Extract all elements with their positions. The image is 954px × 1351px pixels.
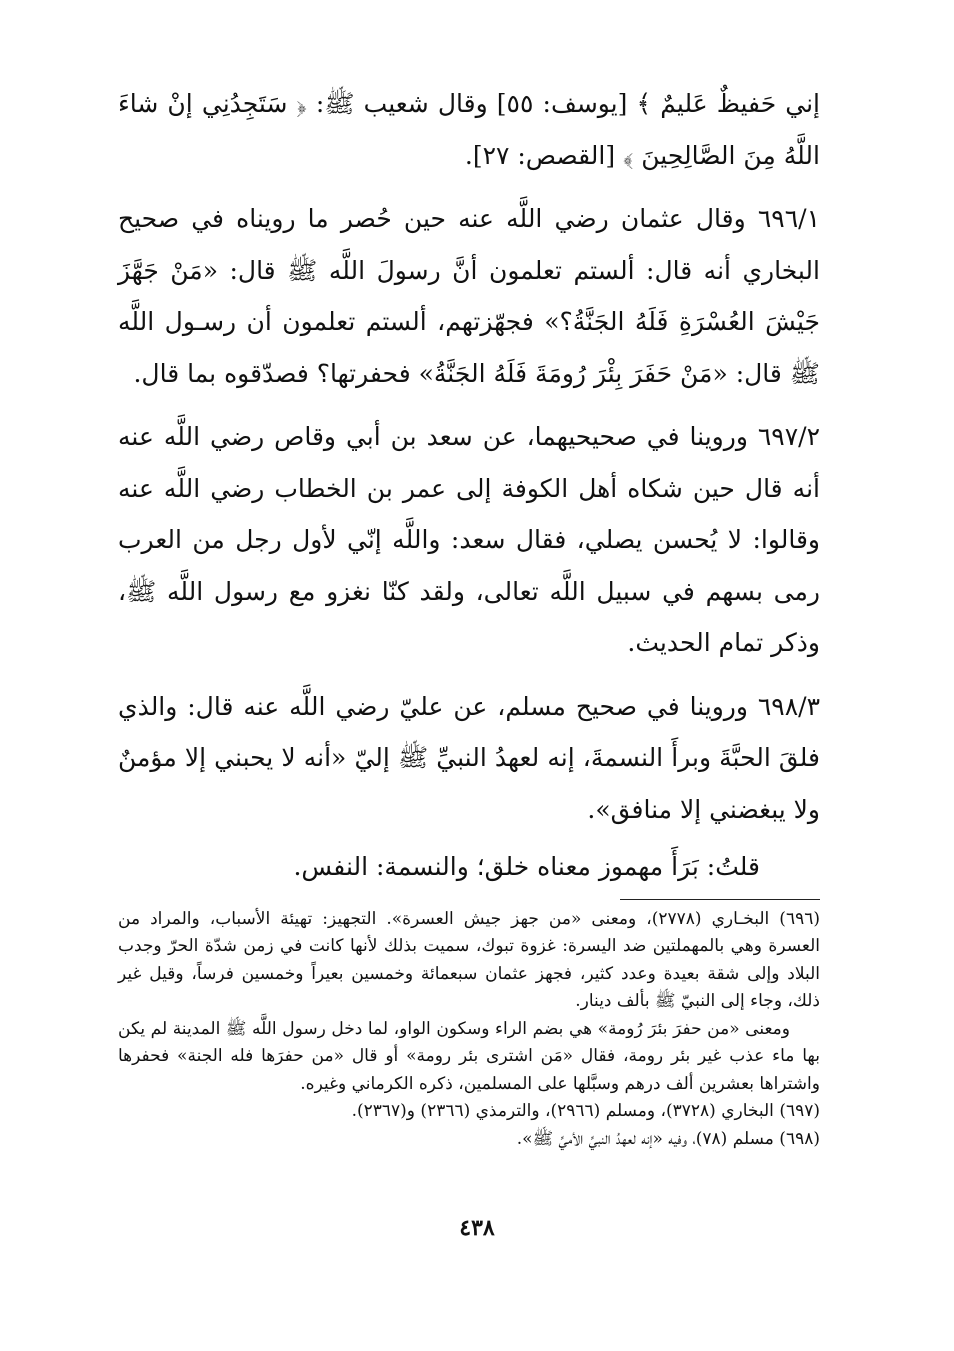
footnote-divider (620, 899, 820, 900)
footnote-696-continued: ومعنى «من حفرَ بئرَ رُومة» هي بضم الراء وسكون الواو، لما دخل رسول اللَّه ﷺ المدينة لم يكن بها ماء عذب غير بئر رومة، فقال «مَن اشترى بئر رومة» أو قال «من حفرَها فله الجنة» فحفرها واشتراها بعشرين ألف درهم وسبَّلها على المسلمين، ذكره الكرماني وغيره. (118, 1018, 820, 1094)
footnote-697: (٦٩٧) البخاري (٣٧٢٨)، ومسلم (٢٩٦٦)، والترمذي (٢٣٦٦) و(٢٣٦٧). (351, 1101, 820, 1121)
author-comment: قلتُ: بَرَأَ مهموز معناه خلق؛ والنسمة: النفس. (293, 852, 760, 881)
paragraph-hadith-698: ٦٩٨/٣ وروينا في صحيح مسلم، عن عليّ رضي اللَّه عنه قال: والذي فلقَ الحبَّةَ وبرأَ النسمةَ، إنه لعهدُ النبيِّ ﷺ إليّ «أنه لا يحبني إلا مؤمنٌ ولا يبغضني إلا منافق». (118, 691, 820, 824)
paragraph-hadith-696: ٦٩٦/١ وقال عثمان رضي اللَّه عنه حين حُصر ما رويناه في صحيح البخاري أنه قال: ألستم تعلمون أنَّ رسولَ اللَّه ﷺ قال: «مَنْ جَهَّزَ جَيْشَ العُسْرَةِ فَلَهُ الجَنَّةُ؟» فجهّزتهم، ألستم تعلمون أن رسـول اللَّه ﷺ قال: «مَنْ حَفَرَ بِئْرَ رُومَةَ فَلَهُ الجَنَّةُ» فحفرتها؟ فصدّقوه بما قال. (118, 204, 820, 388)
footnotes (118, 906, 820, 1154)
paragraph-quran-citation: إني حَفيظٌ عَليمٌ ﴾ [يوسف: ٥٥] وقال شعيب ﷺ: ﴿ سَتَجِدُنِي إنْ شاءَ اللَّهُ مِنَ الصَّالِحِينَ ﴾ [القصص: ٢٧]. (118, 89, 821, 170)
footnote-696: (٦٩٦) البخـاري (٢٧٧٨)، ومعنى «من جهز جيش العسرة». التجهيز: تهيئة الأسباب، والمراد من العسرة وهي بالمهملتين ضد اليسرة: غزوة تبوك، سميت بذلك لأنها كانت في زمن شدّة الحرّ وجدب البلاد وإلى شقة بعيدة وعدد كثير، فجهز عثمان سبعمائة وخمسين بعيراً وخمسين فرساً، وقيل غير ذلك، وجاء إلى النبيّ ﷺ بألف دينار. (118, 908, 820, 1011)
page-text (118, 78, 820, 1153)
page-number: ٤٣٨ (459, 1215, 495, 1241)
paragraph-hadith-697: ٦٩٧/٢ وروينا في صحيحيهما، عن سعد بن أبي وقاص رضي اللَّه عنه أنه قال حين شكاه أهل الكوفة إلى عمر بن الخطاب رضي اللَّه عنه وقالوا: لا يُحسن يصلي، فقال سعد: واللَّه إنّي لأول رجل من العرب رمى بسهم في سبيل اللَّه تعالى، ولقد كنّا نغزو مع رسول اللَّه ﷺ، وذكر تمام الحديث. (118, 422, 820, 657)
footnote-698: (٦٩٨) مسلم (٧٨)، وفيه «إنه لعهدُ النبيِّ الأميِّ ﷺ». (516, 1128, 820, 1149)
